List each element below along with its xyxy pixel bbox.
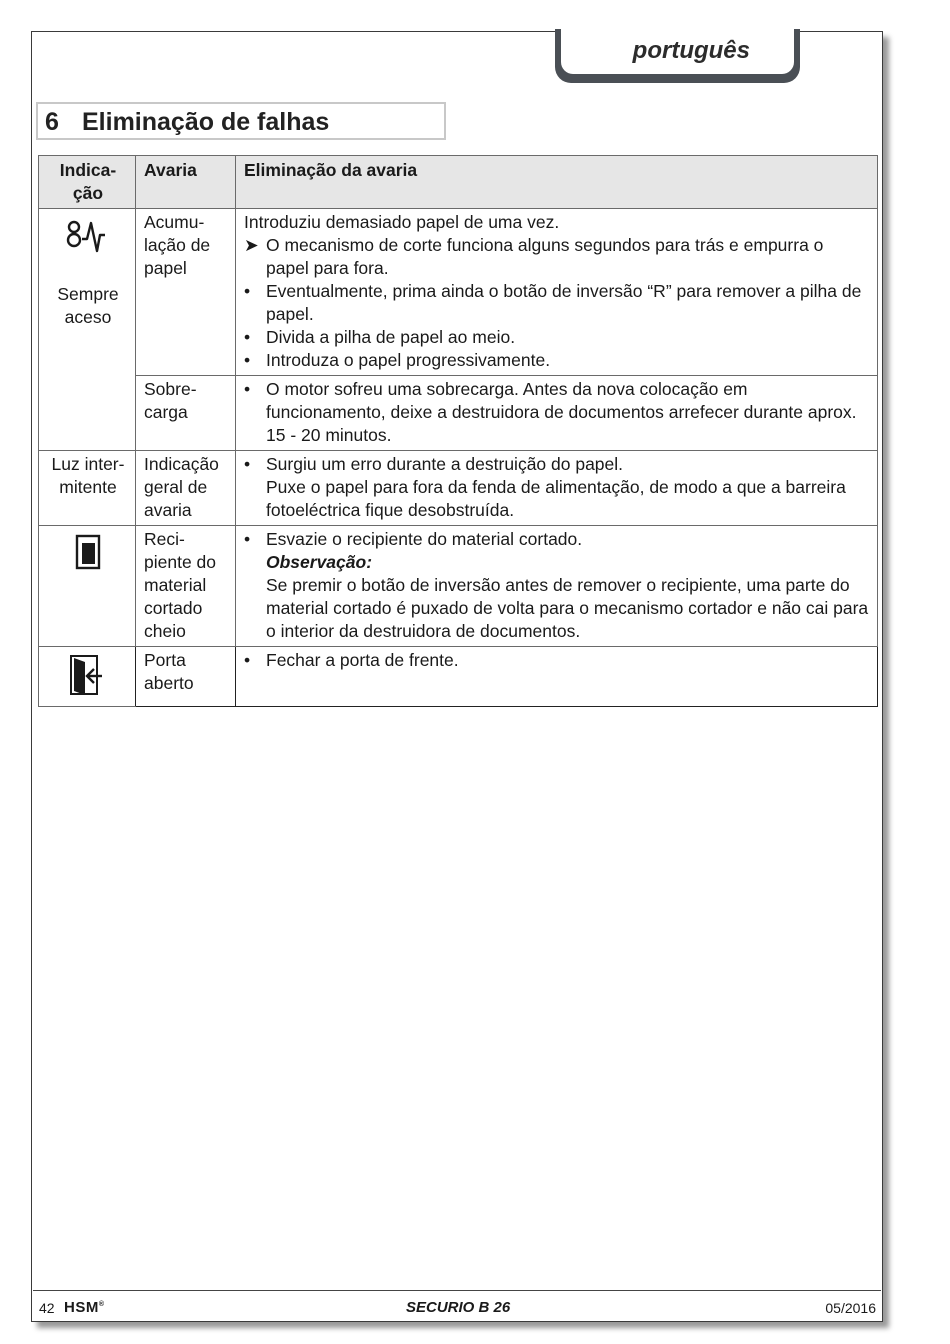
remedy-intro: Introduziu demasiado papel de uma vez. <box>244 212 560 232</box>
indication-cell <box>39 376 136 451</box>
remedy-cell <box>236 451 878 526</box>
model-name: SECURIO B 26 <box>406 1299 511 1316</box>
indication-cell <box>39 526 136 647</box>
section-heading <box>36 102 446 140</box>
remedy-cell <box>236 526 878 647</box>
bin-full-icon <box>47 534 129 576</box>
list-item: ➤ O mecanismo de corte funciona alguns segundos para trás e empurra o papel para fora. <box>244 235 824 278</box>
header-fault: Avaria <box>136 156 236 209</box>
section-number: 6 <box>45 108 59 136</box>
indication-label: Sempre aceso <box>57 284 119 327</box>
indication-cell <box>39 209 136 376</box>
list-item: • Surgiu um erro durante a destruição do papel. <box>244 454 624 474</box>
fault-cell: Reci-piente do material cortado cheio <box>136 526 236 647</box>
indication-cell: Luz inter-mitente <box>39 451 136 526</box>
note-title: Observação: <box>266 552 373 572</box>
paper-jam-icon <box>47 215 129 261</box>
list-item: • Introduza o papel progressivamente. <box>244 350 551 370</box>
remedy-cell <box>236 647 878 707</box>
fault-cell: Indicação geral de avaria <box>136 451 236 526</box>
table-row <box>39 209 878 376</box>
note-text: Se premir o botão de inversão antes de remover o recipiente, uma parte do material cortado é puxado de volta para o mecanismo cortador e não cai para o interior da destruidora de documentos. <box>266 575 869 641</box>
section-title: Eliminação de falhas <box>82 108 330 136</box>
troubleshooting-table <box>38 155 878 707</box>
list-item: • O motor sofreu uma sobrecarga. Antes da nova colocação em funcionamento, deixe a destruidora de documentos arrefecer durante aprox. 15 - 20 minutos. <box>244 379 857 445</box>
remedy-cell <box>236 209 878 376</box>
table-row <box>39 376 878 451</box>
header-indication: Indica-ção <box>39 156 136 209</box>
language-tab <box>555 29 800 83</box>
remedy-continuation: Puxe o papel para fora da fenda de alimentação, de modo a que a barreira fotoeléctrica fique desobstruída. <box>266 477 846 520</box>
language-label: português <box>632 37 750 64</box>
brand-logo: HSM® <box>64 1299 105 1316</box>
table-row <box>39 647 878 707</box>
list-item: • Divida a pilha de papel ao meio. <box>244 327 516 347</box>
table-header-row <box>39 156 878 209</box>
indication-cell <box>39 647 136 707</box>
door-open-icon <box>47 653 129 703</box>
table-row <box>39 526 878 647</box>
fault-cell: Sobre-carga <box>136 376 236 451</box>
page-number: 42 <box>39 1300 55 1316</box>
list-item: • Eventualmente, prima ainda o botão de inversão “R” para remover a pilha de papel. <box>244 281 862 324</box>
table-row <box>39 451 878 526</box>
fault-cell: Porta aberto <box>136 647 236 707</box>
fault-cell: Acumu-lação de papel <box>136 209 236 376</box>
footer-divider <box>33 1290 881 1291</box>
header-remedy: Eliminação da avaria <box>236 156 878 209</box>
list-item: • Fechar a porta de frente. <box>244 650 459 670</box>
remedy-cell <box>236 376 878 451</box>
list-item: • Esvazie o recipiente do material cortado. <box>244 529 583 549</box>
document-date: 05/2016 <box>825 1300 876 1316</box>
